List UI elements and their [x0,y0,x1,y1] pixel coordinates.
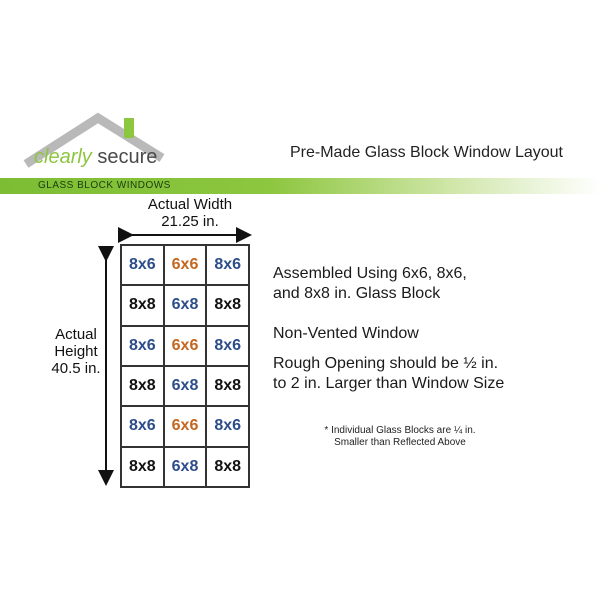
block-8x6-r3c1: 8x6 [121,326,164,366]
vent-note: Non-Vented Window [273,325,419,342]
rough-opening-line-1: Rough Opening should be ½ in. [273,355,499,372]
footnote-line-1: * Individual Glass Blocks are ¼ in. [324,425,476,436]
assembly-note-line-2: and 8x8 in. Glass Block [273,285,441,302]
page-title: Pre-Made Glass Block Window Layout [290,144,563,161]
block-8x8-r4c3: 8x8 [206,366,249,406]
block-8x6-r3c3: 8x6 [206,326,249,366]
height-value: 40.5 in. [51,360,101,377]
block-6x8-r2c2: 6x8 [164,285,207,325]
block-8x6-r1c3: 8x6 [206,245,249,285]
block-6x6-r3c2: 6x6 [164,326,207,366]
width-value: 21.25 in. [161,213,219,230]
rough-opening-note [273,354,504,394]
assembly-note [273,264,467,304]
block-8x8-r2c3: 8x8 [206,285,249,325]
block-8x6-r5c3: 8x6 [206,406,249,446]
brand-tagline: GLASS BLOCK WINDOWS [38,180,171,191]
block-8x8-r4c1: 8x8 [121,366,164,406]
glass-block-grid [120,244,250,488]
block-8x6-r5c1: 8x6 [121,406,164,446]
brand-first: clearly [34,146,92,168]
height-label-2: Height [54,343,98,360]
block-6x8-r4c2: 6x8 [164,366,207,406]
block-8x8-r6c1: 8x8 [121,447,164,487]
footnote [300,425,500,449]
rough-opening-line-2: to 2 in. Larger than Window Size [273,375,505,392]
width-label: Actual Width [147,196,233,213]
assembly-note-line-1: Assembled Using 6x6, 8x6, [273,265,467,282]
height-label-1: Actual [55,326,97,343]
block-6x6-r5c2: 6x6 [164,406,207,446]
block-6x8-r6c2: 6x8 [164,447,207,487]
block-8x8-r2c1: 8x8 [121,285,164,325]
brand-second: secure [97,146,158,168]
block-8x6-r1c1: 8x6 [121,245,164,285]
block-6x6-r1c2: 6x6 [164,245,207,285]
block-8x8-r6c3: 8x8 [206,447,249,487]
footnote-line-2: Smaller than Reflected Above [334,437,466,448]
